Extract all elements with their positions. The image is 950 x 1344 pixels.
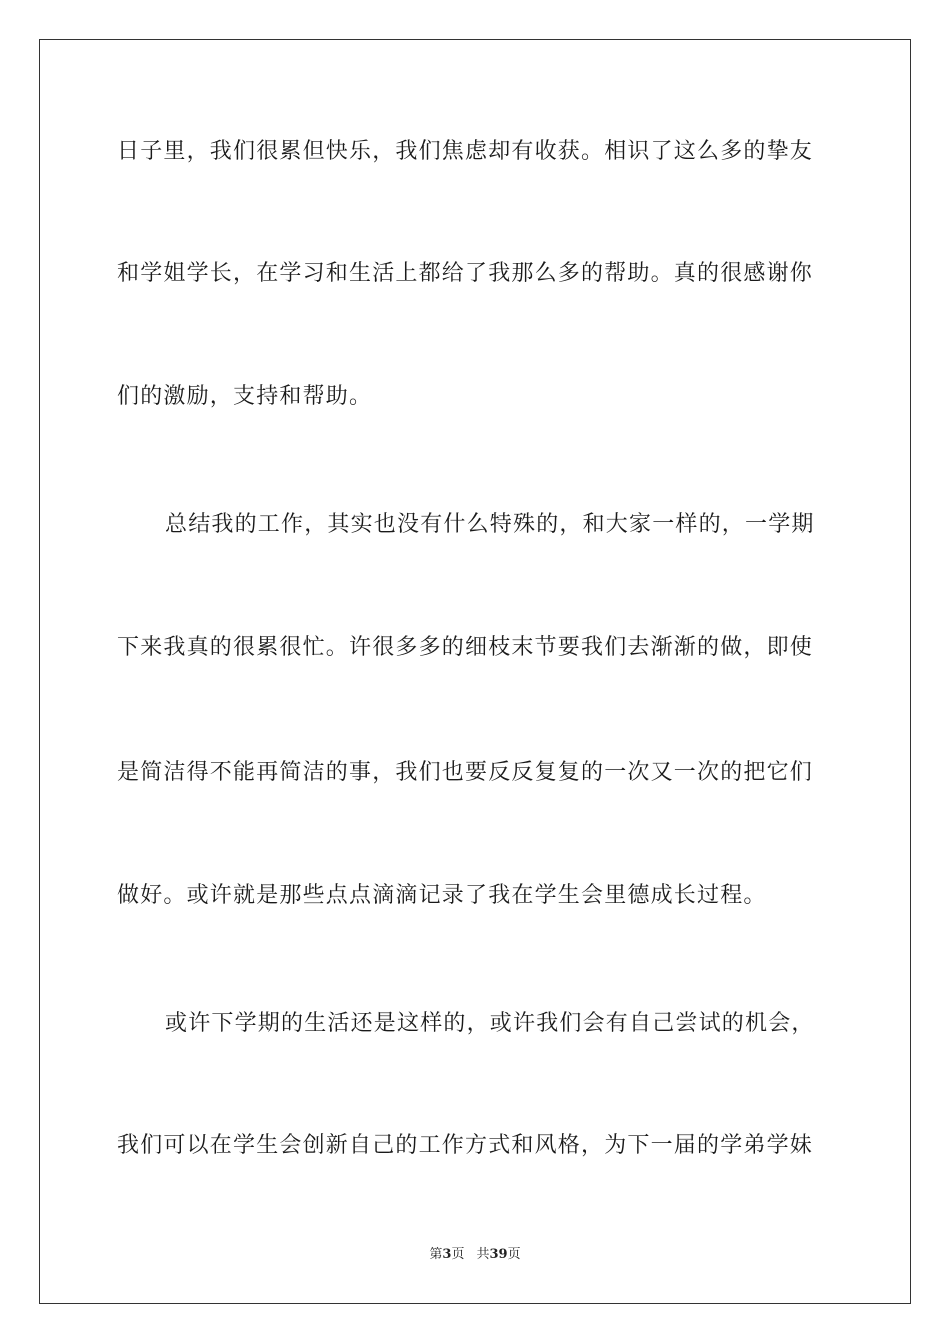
page-suffix: 页 xyxy=(451,1247,465,1262)
text-line-9: 我们可以在学生会创新自己的工作方式和风格，为下一届的学弟学妹 xyxy=(117,1133,814,1158)
page-footer xyxy=(0,1246,950,1264)
text-line-1: 日子里，我们很累但快乐，我们焦虑却有收获。相识了这么多的挚友 xyxy=(117,139,814,164)
total-prefix: 共 xyxy=(476,1247,490,1262)
page-prefix: 第 xyxy=(429,1247,443,1262)
page-number: 3 xyxy=(442,1247,452,1262)
text-line-4-paragraph-start: 总结我的工作，其实也没有什么特殊的，和大家一样的，一学期 xyxy=(165,512,815,537)
page-border xyxy=(39,39,911,1304)
total-suffix: 页 xyxy=(507,1247,521,1262)
text-line-5: 下来我真的很累很忙。许很多多的细枝末节要我们去渐渐的做，即使 xyxy=(117,635,814,660)
text-line-2: 和学姐学长，在学习和生活上都给了我那么多的帮助。真的很感谢你 xyxy=(117,261,814,286)
text-line-8-paragraph-start: 或许下学期的生活还是这样的，或许我们会有自己尝试的机会， xyxy=(165,1011,815,1036)
text-line-3: 们的激励，支持和帮助。 xyxy=(117,384,373,409)
text-line-6: 是简洁得不能再简洁的事，我们也要反反复复的一次又一次的把它们 xyxy=(117,760,814,785)
total-pages: 39 xyxy=(489,1247,508,1262)
text-line-7: 做好。或许就是那些点点滴滴记录了我在学生会里德成长过程。 xyxy=(117,883,767,908)
